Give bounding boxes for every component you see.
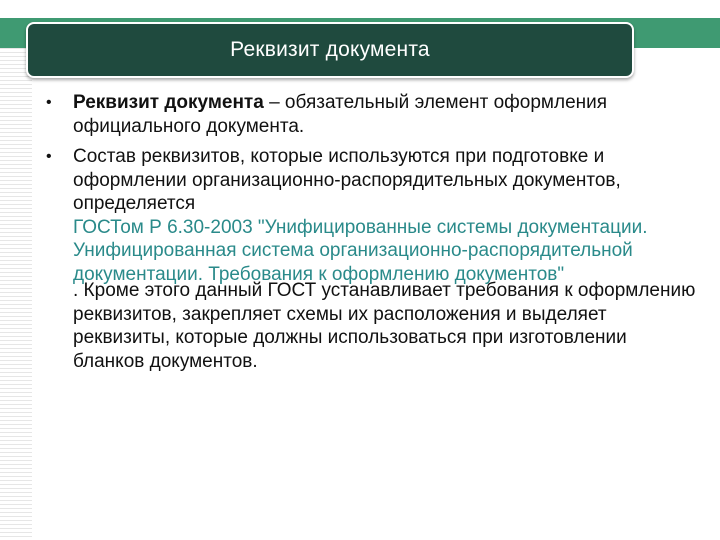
- title-banner: [26, 22, 634, 78]
- gost-link[interactable]: ГОСТом Р 6.30-2003 "Унифицированные системы документации. Унифицированная система организационно-распорядительной документации. Требования к оформлению документов": [73, 216, 648, 285]
- decorative-stripes: [0, 48, 32, 540]
- bullet-icon: •: [46, 148, 52, 165]
- composition-continuation: . Кроме этого данный ГОСТ устанавливает требования к оформлению реквизитов, закрепляет схемы их расположения и выделяет реквизиты, которые должны использоваться при изготовлении бланков документов.: [73, 280, 696, 372]
- definition-text: – обязательный элемент оформления официального документа.: [73, 92, 608, 137]
- bullet-composition: [46, 145, 696, 373]
- composition-text: Состав реквизитов, которые используются при подготовке и оформлении организационно-распорядительных документов, определяется: [73, 146, 621, 214]
- bullet-definition: [46, 91, 696, 138]
- slide-title: Реквизит документа: [230, 38, 430, 61]
- slide-content: [46, 91, 696, 380]
- bullet-icon: •: [46, 94, 52, 111]
- term-requisite: Реквизит документа: [73, 92, 264, 113]
- header-light-strip: [0, 0, 720, 18]
